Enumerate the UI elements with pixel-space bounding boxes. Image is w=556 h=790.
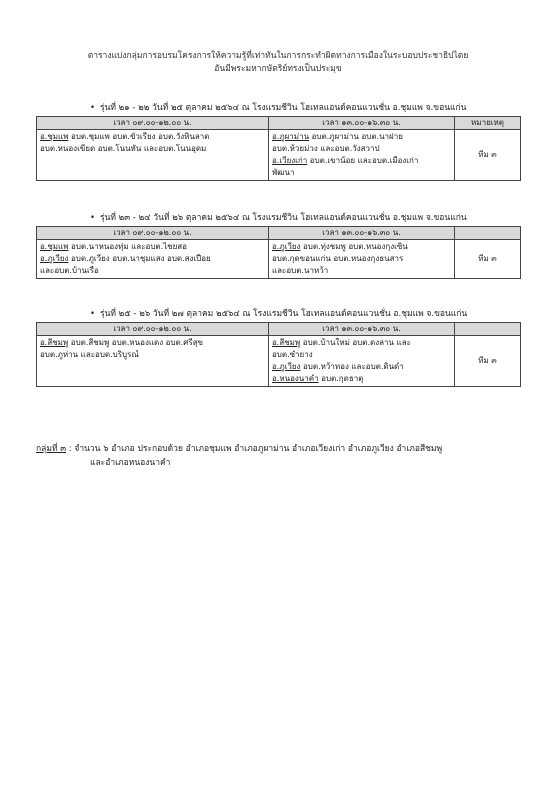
district-name: อ.สีชมพู bbox=[40, 338, 69, 347]
column-header-afternoon: เวลา ๑๓.๐๐-๑๖.๓๐ น. bbox=[269, 323, 455, 336]
session-table-3 bbox=[36, 322, 521, 387]
list-item: อ.หนองนาคำ อบต.กุดธาตุ bbox=[272, 374, 364, 383]
session-table-1 bbox=[36, 116, 521, 181]
group-label: กลุ่มที่ ๓ bbox=[36, 444, 67, 454]
column-header-note bbox=[455, 323, 521, 336]
team-cell: ทีม ๓ bbox=[455, 240, 521, 279]
list-item: อ.ชุมแพ อบต.ชุมแพ อบต.ขัวเรียง อบต.วังหินลาด bbox=[40, 132, 210, 141]
morning-cell bbox=[37, 336, 269, 387]
list-item: อ.เวียงเก่า อบต.เขาน้อย และอบต.เมืองเก่า bbox=[272, 156, 419, 165]
column-header-afternoon: เวลา ๑๓.๐๐-๑๖.๓๐ น. bbox=[269, 117, 455, 130]
column-header-morning: เวลา ๐๙.๐๐-๑๒.๐๐ น. bbox=[37, 117, 269, 130]
title-line-1: ตารางแบ่งกลุ่มการอบรมโครงการให้ความรู้ที่เท่าทันในการกระทำผิดทางการเมืองในระบอบประชาธิปไตย bbox=[87, 51, 469, 61]
district-name: อ.ชุมแพ bbox=[40, 132, 69, 141]
list-item: อ.สีชมพู อบต.บ้านใหม่ อบต.ดงลาน และ bbox=[272, 338, 411, 347]
bullet-icon: • bbox=[90, 309, 96, 319]
district-name: อ.หนองนาคำ bbox=[272, 374, 319, 383]
title-line-2: อันมีพระมหากษัตริย์ทรงเป็นประมุข bbox=[214, 64, 342, 74]
list-item: อ.ภูผาม่าน อบต.ภูผาม่าน อบต.นาฝาย bbox=[272, 132, 403, 141]
list-item: อ.ภูเวียง อบต.หว้าทอง และอบต.ดินดำ bbox=[272, 362, 404, 371]
column-header-note bbox=[455, 227, 521, 240]
group-summary bbox=[36, 442, 526, 470]
table-header-row bbox=[37, 323, 521, 336]
district-name: อ.เวียงเก่า bbox=[272, 156, 308, 165]
district-name: อ.ภูเวียง bbox=[272, 242, 301, 251]
afternoon-cell bbox=[269, 240, 455, 279]
list-item: อบต.ภูห่าน และอบต.บริบูรณ์ bbox=[40, 350, 139, 359]
table-header-row bbox=[37, 227, 521, 240]
team-cell: ทีม ๓ bbox=[455, 130, 521, 181]
afternoon-cell bbox=[269, 130, 455, 181]
list-item: อ.ภูเวียง อบต.ทุ่งชมพู อบต.หนองกุงเซิน bbox=[272, 242, 408, 251]
list-item: พัฒนา bbox=[272, 168, 295, 177]
list-item: อ.ภูเวียง อบต.ภูเวียง อบต.นาชุมแสง อบต.สงเปือย bbox=[40, 254, 211, 263]
list-item: อ.ชุมแพ อบต.นาหนองทุ่ม และอบต.ไชยสอ bbox=[40, 242, 187, 251]
morning-cell bbox=[37, 240, 269, 279]
list-item: และอบต.บ้านเรือ bbox=[40, 266, 99, 275]
district-name: อ.ภูผาม่าน bbox=[272, 132, 310, 141]
table-header-row bbox=[37, 117, 521, 130]
afternoon-cell bbox=[269, 336, 455, 387]
list-item: อ.สีชมพู อบต.สีชมพู อบต.หนองแดง อบต.ศรีสุข bbox=[40, 338, 204, 347]
bullet-icon: • bbox=[90, 103, 96, 113]
district-name: อ.ชุมแพ bbox=[40, 242, 69, 251]
table-row bbox=[37, 336, 521, 387]
bullet-icon: • bbox=[90, 213, 96, 223]
table-row bbox=[37, 240, 521, 279]
list-item: อบต.ห้วยม่วง และอบต.วังสวาป bbox=[272, 144, 380, 153]
district-name: อ.ภูเวียง bbox=[40, 254, 69, 263]
district-name: อ.สีชมพู bbox=[272, 338, 301, 347]
document-title bbox=[20, 50, 536, 76]
session-heading-3: • รุ่นที่ ๒๕ - ๒๖ วันที่ ๒๗ ตุลาคม ๒๕๖๔ ณ โรงแรมชีวิน โฮเทลแอนด์คอนแวนชั่น อ.ชุมแพ จ.ขอนแก่น bbox=[90, 309, 468, 319]
table-row bbox=[37, 130, 521, 181]
session-table-2 bbox=[36, 226, 521, 279]
column-header-morning: เวลา ๐๙.๐๐-๑๒.๐๐ น. bbox=[37, 227, 269, 240]
list-item: อบต.ซำยาง bbox=[272, 350, 313, 359]
morning-cell bbox=[37, 130, 269, 181]
group-summary-continuation: และอำเภอหนองนาคำ bbox=[90, 458, 171, 468]
team-cell: ทีม ๓ bbox=[455, 336, 521, 387]
session-heading-1: • รุ่นที่ ๒๑ - ๒๒ วันที่ ๒๕ ตุลาคม ๒๕๖๔ ณ โรงแรมชีวิน โฮเทลแอนด์คอนแวนชั่น อ.ชุมแพ จ.ขอนแก่น bbox=[90, 103, 467, 113]
column-header-afternoon: เวลา ๑๓.๐๐-๑๖.๓๐ น. bbox=[269, 227, 455, 240]
column-header-morning: เวลา ๐๙.๐๐-๑๒.๐๐ น. bbox=[37, 323, 269, 336]
group-summary-text: : จำนวน ๖ อำเภอ ประกอบด้วย อำเภอชุมแพ อำเภอภูผาม่าน อำเภอเวียงเก่า อำเภอภูเวียง อำเภอสีชมพู bbox=[66, 444, 443, 454]
list-item: อบต.หนองเขียด อบต.โนนหัน และอบต.โนนอุดม bbox=[40, 144, 207, 153]
district-name: อ.ภูเวียง bbox=[272, 362, 301, 371]
session-heading-2: • รุ่นที่ ๒๓ - ๒๔ วันที่ ๒๖ ตุลาคม ๒๕๖๔ ณ โรงแรมชีวิน โฮเทลแอนด์คอนแวนชั่น อ.ชุมแพ จ.ขอนแก่น bbox=[90, 213, 467, 223]
list-item: อบต.กุดขอนแก่น อบต.หนองกุงธนสาร bbox=[272, 254, 404, 263]
column-header-note: หมายเหตุ bbox=[455, 117, 521, 130]
list-item: และอบต.นาหว้า bbox=[272, 266, 329, 275]
